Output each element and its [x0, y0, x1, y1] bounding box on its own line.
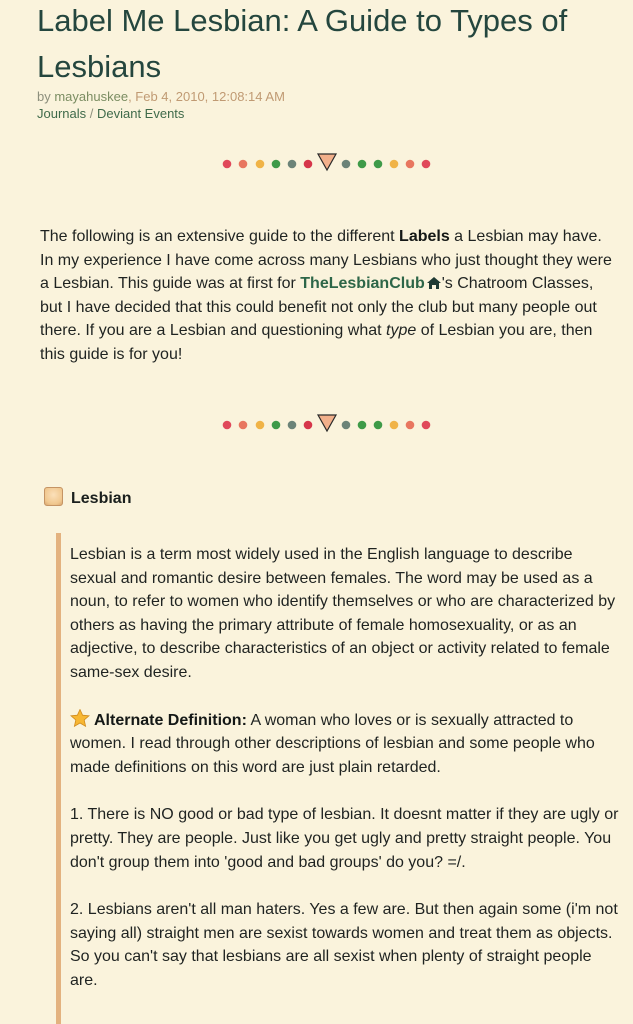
- bead-dot: [342, 160, 351, 169]
- breadcrumb-journals[interactable]: Journals: [37, 106, 87, 121]
- page-title: Label Me Lesbian: A Guide to Types of Lesbians: [37, 3, 568, 84]
- alternate-definition-text: A woman who loves or is sexually attracted to women. I read through other descriptions of lesbian and some people who made definitions on this word are just plain retarded.: [70, 711, 595, 776]
- byline: [37, 88, 285, 105]
- peach-square-icon: [44, 487, 63, 506]
- intro-text-4: of Lesbian you are, then this guide is for you!: [40, 322, 593, 363]
- bead-divider-graphic: [221, 152, 433, 172]
- bead-dot: [390, 160, 399, 169]
- post-date: , Feb 4, 2010, 12:08:14 AM: [128, 89, 285, 104]
- club-link[interactable]: TheLesbianClub: [300, 275, 425, 293]
- blockquote-bar: [56, 533, 61, 1024]
- triangle-bead: [318, 415, 336, 431]
- house-icon: [427, 277, 441, 289]
- bead-dot: [358, 421, 367, 430]
- author-link[interactable]: mayahuskee: [54, 89, 129, 104]
- bead-dot: [422, 421, 431, 430]
- bead-dot: [406, 160, 415, 169]
- intro-paragraph: [40, 225, 615, 367]
- breadcrumb-deviant-events[interactable]: Deviant Events: [96, 106, 185, 121]
- bead-dot: [272, 160, 281, 169]
- intro-text-3: 's Chatroom Classes, but I have decided that this could benefit not only the club but many people out there. If you are a Lesbian and questioning what: [40, 275, 597, 340]
- bead-dot: [239, 160, 248, 169]
- bead-divider-graphic: [221, 413, 433, 433]
- triangle-bead: [318, 154, 336, 170]
- intro-text-1: The following is an extensive guide to the different: [40, 228, 400, 245]
- byline-prefix: by: [37, 89, 55, 104]
- definition-blockquote: [70, 543, 620, 1017]
- bead-dot: [304, 160, 313, 169]
- bead-dot: [390, 421, 399, 430]
- section-heading-text: Lesbian: [71, 490, 132, 507]
- point-2-paragraph: 2. Lesbians aren't all man haters. Yes a few are. But then again some (i'm not saying all) straight men are sexist towards women and treat them as objects. So you can't say that lesbians are all sexist when plenty of straight people are.: [70, 901, 618, 989]
- bead-dot: [374, 160, 383, 169]
- bead-dot: [272, 421, 281, 430]
- bead-dot: [288, 421, 297, 430]
- bead-dot: [342, 421, 351, 430]
- breadcrumb-separator: /: [86, 106, 97, 121]
- bead-dot: [223, 421, 232, 430]
- bead-dot: [358, 160, 367, 169]
- bead-dot: [223, 160, 232, 169]
- point-1-paragraph: 1. There is NO good or bad type of lesbian. It doesnt matter if they are ugly or pretty. They are people. Just like you get ugly and pretty straight people. You don't group them into 'good and bad groups' do you? =/.: [70, 806, 619, 871]
- bead-dot: [422, 160, 431, 169]
- bead-divider-bottom: [221, 413, 433, 433]
- bead-dot: [256, 421, 265, 430]
- alternate-definition-label: Alternate Definition:: [94, 711, 247, 729]
- bead-dot: [406, 421, 415, 430]
- bead-dot: [239, 421, 248, 430]
- bead-dot: [256, 160, 265, 169]
- section-heading: [44, 487, 131, 511]
- alternate-definition-paragraph: [70, 709, 620, 780]
- definition-paragraph: Lesbian is a term most widely used in the English language to describe sexual and romantic desire between females. The word may be used as a noun, to refer to women who identify themselves or who are characterized by others as having the primary attribute of female homosexuality, or as an adjective, to describe characteristics of an object or activity related to female same-sex desire.: [70, 546, 616, 681]
- type-italic: type: [386, 322, 417, 340]
- bead-dot: [288, 160, 297, 169]
- bead-divider-top: [221, 152, 433, 172]
- breadcrumb: [37, 105, 184, 122]
- labels-bold: Labels: [399, 228, 450, 245]
- bead-dot: [374, 421, 383, 430]
- intro-text-2: a Lesbian may have. In my experience I have come across many Lesbians who just thought they were a Lesbian. This guide was at first for: [40, 228, 612, 293]
- star-icon: [70, 709, 90, 727]
- bead-dot: [304, 421, 313, 430]
